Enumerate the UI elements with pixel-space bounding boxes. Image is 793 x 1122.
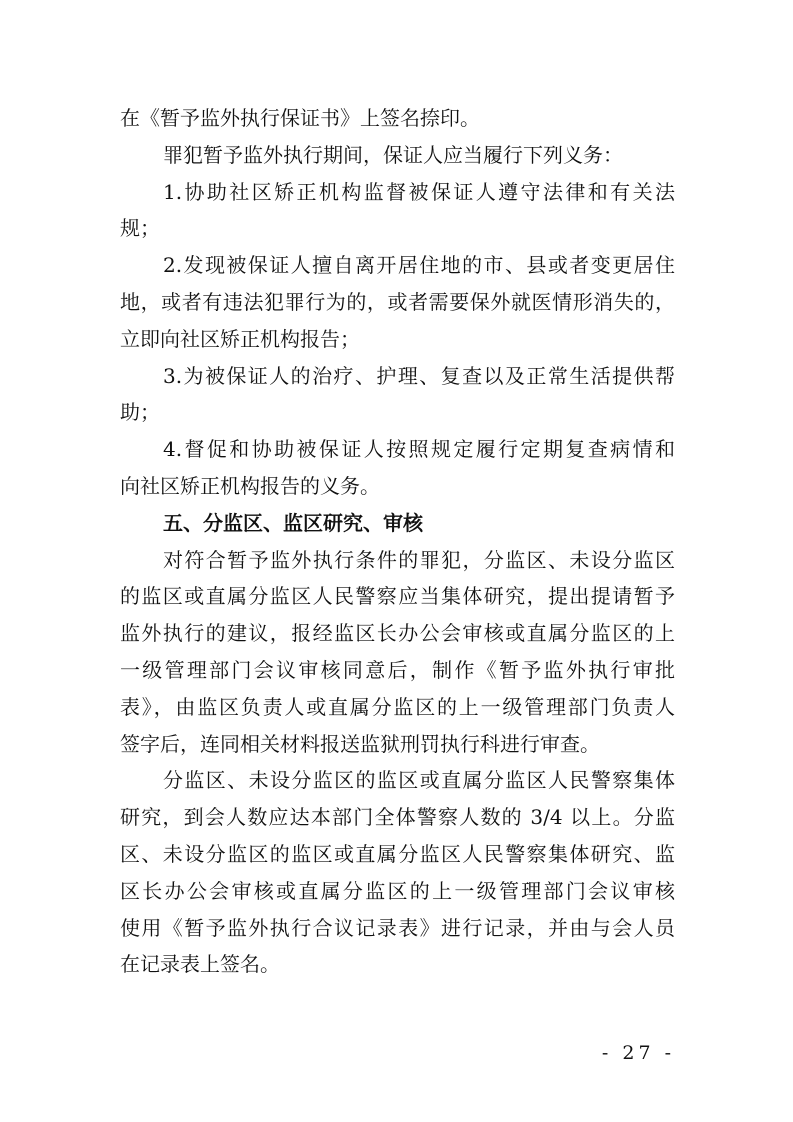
list-item-line: 地，或者有违法犯罪行为的，或者需要保外就医情形消失的， (120, 289, 675, 314)
text-line: 的监区或直属分监区人民警察应当集体研究，提出提请暂予 (120, 584, 675, 609)
text-line: 区、未设分监区的监区或直属分监区人民警察集体研究、监 (120, 841, 675, 866)
text-line: 研究，到会人数应达本部门全体警察人数的 3/4 以上。分监 (120, 805, 675, 830)
list-item-line: 2.发现被保证人擅自离开居住地的市、县或者变更居住 (163, 253, 675, 278)
list-item-line: 3.为被保证人的治疗、护理、复查以及正常生活提供帮 (163, 363, 675, 388)
list-item-line: 1.协助社区矫正机构监督被保证人遵守法律和有关法 (163, 179, 675, 204)
text-line: 一级管理部门会议审核同意后，制作《暂予监外执行审批 (120, 657, 675, 682)
text-line: 分监区、未设分监区的监区或直属分监区人民警察集体 (163, 768, 675, 793)
list-item-line: 助； (120, 400, 160, 425)
page-number: - 27 - (601, 1042, 675, 1064)
text-line: 罪犯暂予监外执行期间，保证人应当履行下列义务： (163, 142, 623, 167)
text-line: 在《暂予监外执行保证书》上签名捺印。 (120, 106, 480, 130)
text-line: 对符合暂予监外执行条件的罪犯，分监区、未设分监区 (163, 547, 675, 572)
text-line: 表》，由监区负责人或直属分监区的上一级管理部门负责人 (120, 694, 675, 719)
text-line: 签字后，连同相关材料报送监狱刑罚执行科进行审查。 (120, 731, 600, 756)
text-line: 区长办公会审核或直属分监区的上一级管理部门会议审核 (120, 878, 675, 903)
list-item-line: 规； (120, 216, 160, 241)
text-line: 监外执行的建议，报经监区长办公会审核或直属分监区的上 (120, 621, 675, 646)
text-line: 使用《暂予监外执行合议记录表》进行记录，并由与会人员 (120, 915, 675, 940)
list-item-line: 向社区矫正机构报告的义务。 (120, 473, 380, 498)
text-line: 在记录表上签名。 (120, 952, 280, 977)
section-heading: 五、分监区、监区研究、审核 (163, 510, 423, 535)
list-item-line: 立即向社区矫正机构报告； (120, 326, 360, 351)
document-body (120, 100, 675, 983)
list-item-line: 4.督促和协助被保证人按照规定履行定期复查病情和 (163, 437, 675, 462)
